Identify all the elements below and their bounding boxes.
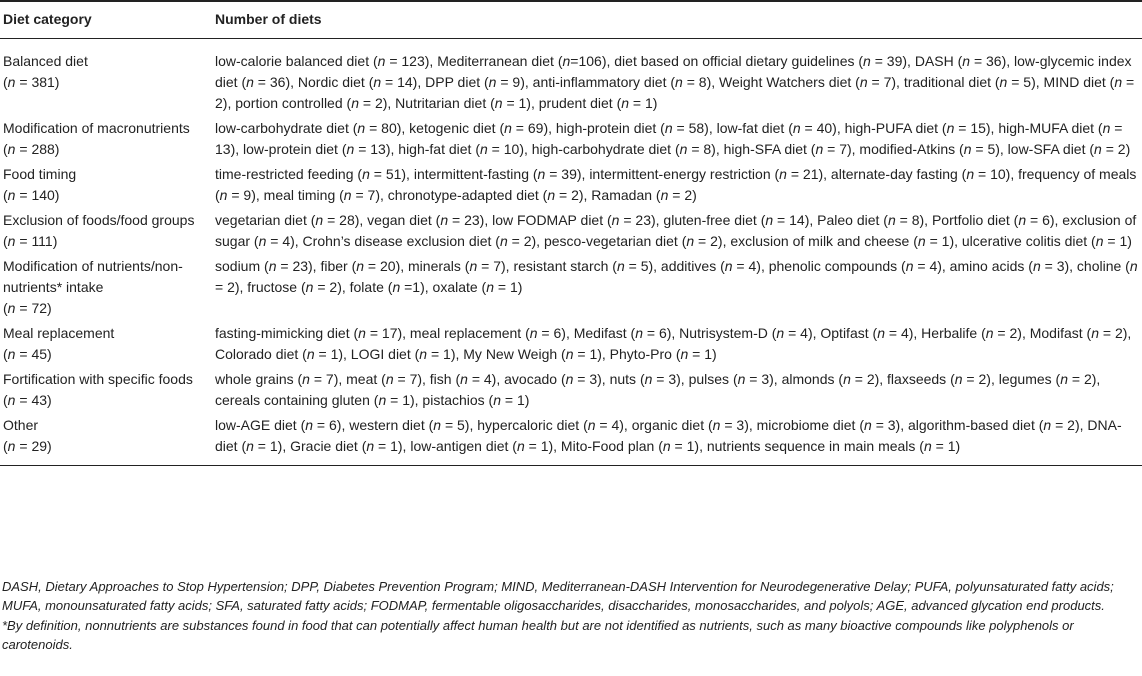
diets-cell: whole grains (n = 7), meat (n = 7), fish (n = 4), avocado (n = 3), nuts (n = 3), pulses (n = 3), almonds (n = 2), flaxseeds (n = 2), legumes (n = 2), cereals containing gluten (n = 1), pistachios (n = 1) — [215, 371, 1101, 408]
diets-cell: sodium (n = 23), fiber (n = 20), minerals (n = 7), resistant starch (n = 5), additives (n = 4), phenolic compounds (n = 4), amino acids (n = 3), choline (n = 2), fructose (n = 2), folate (n =1), oxalate (n = 1) — [215, 258, 1138, 295]
category-name: Modification of nutrients/non-nutrients* intake — [3, 258, 183, 295]
header-diet-category: Diet category — [0, 1, 214, 39]
diets-cell: low-calorie balanced diet (n = 123), Mediterranean diet (n=106), diet based on official dietary guidelines (n = 39), DASH (n = 36), low-glycemic index diet (n = 36), Nordic diet (n = 14), DPP diet (n = 9), anti-inflammatory diet (n = 8), Weight Watchers diet (n = 7), traditional diet (n = 5), MIND diet (n = 2), portion controlled (n = 2), Nutritarian diet (n = 1), prudent diet (n = 1) — [215, 53, 1135, 111]
diets-cell: vegetarian diet (n = 28), vegan diet (n = 23), low FODMAP diet (n = 23), gluten-free diet (n = 14), Paleo diet (n = 8), Portfolio diet (n = 6), exclusion of sugar (n = 4), Crohn’s disease exclusion diet (n = 2), pesco-vegetarian diet (n = 2), exclusion of milk and cheese (n = 1), ulcerative colitis diet (n = 1) — [215, 212, 1137, 249]
category-count: 45 — [31, 346, 48, 362]
category-count: 111 — [31, 233, 53, 249]
category-name: Meal replacement — [3, 325, 115, 341]
category-name: Fortification with specific foods — [3, 371, 193, 387]
category-count: 43 — [31, 392, 48, 408]
table-row — [0, 160, 1142, 206]
table-footnotes — [0, 577, 1140, 654]
table-row — [0, 114, 1142, 160]
table-row — [0, 252, 1142, 319]
table-row — [0, 206, 1142, 252]
category-name: Other — [3, 417, 39, 433]
category-count: 29 — [31, 438, 48, 454]
nonnutrients-footnote: *By definition, nonnutrients are substances found in food that can potentially affect human health but are not identified as nutrients, such as many bioactive compounds like polyphenols or carotenoids. — [2, 618, 1074, 652]
category-count: 72 — [31, 300, 48, 316]
category-count: 381 — [31, 74, 55, 90]
table-row — [0, 365, 1142, 411]
diets-cell: time-restricted feeding (n = 51), intermittent-fasting (n = 39), intermittent-energy restriction (n = 21), alternate-day fasting (n = 10), frequency of meals (n = 9), meal timing (n = 7), chronotype-adapted diet (n = 2), Ramadan (n = 2) — [215, 166, 1137, 203]
category-cell: Fortification with specific foods (n = 43) — [3, 371, 193, 408]
category-cell: Food timing (n = 140) — [3, 166, 77, 203]
diets-cell: low-AGE diet (n = 6), western diet (n = 5), hypercaloric diet (n = 4), organic diet (n = 3), microbiome diet (n = 3), algorithm-based diet (n = 2), DNA-diet (n = 1), Gracie diet (n = 1), low-antigen diet (n = 1), Mito-Food plan (n = 1), nutrients sequence in main meals (n = 1) — [214, 411, 1142, 466]
category-cell: Meal replacement (n = 45) — [3, 325, 115, 362]
table-row — [0, 319, 1142, 365]
category-name: Exclusion of foods/food groups — [3, 212, 195, 228]
category-count: 140 — [31, 187, 55, 203]
diets-cell: fasting-mimicking diet (n = 17), meal replacement (n = 6), Medifast (n = 6), Nutrisystem-D (n = 4), Optifast (n = 4), Herbalife (n = 2), Modifast (n = 2), Colorado diet (n = 1), LOGI diet (n = 1), My New Weigh (n = 1), Phyto-Pro (n = 1) — [215, 325, 1132, 362]
header-number-of-diets: Number of diets — [214, 1, 1142, 39]
category-cell: Modification of nutrients/non-nutrients* intake (n = 72) — [3, 258, 183, 316]
category-cell: Modification of macronutrients (n = 288) — [3, 120, 190, 157]
category-name: Modification of macronutrients — [3, 120, 190, 136]
category-name: Balanced diet — [3, 53, 88, 69]
category-name: Food timing — [3, 166, 77, 182]
category-cell: Balanced diet (n = 381) — [3, 53, 88, 90]
diets-cell: low-carbohydrate diet (n = 80), ketogenic diet (n = 69), high-protein diet (n = 58), low-fat diet (n = 40), high-PUFA diet (n = 15), high-MUFA diet (n = 13), low-protein diet (n = 13), high-fat diet (n = 10), high-carbohydrate diet (n = 8), high-SFA diet (n = 7), modified-Atkins (n = 5), low-SFA diet (n = 2) — [215, 120, 1131, 157]
category-count: 288 — [31, 141, 55, 157]
table-row — [0, 411, 1142, 466]
table-header-row — [0, 1, 1142, 39]
category-cell: Other (n = 29) — [0, 411, 214, 466]
table-row — [0, 39, 1142, 115]
abbreviations-footnote: DASH, Dietary Approaches to Stop Hypertension; DPP, Diabetes Prevention Program; MIND, Mediterranean-DASH Intervention for Neurodegenerative Delay; PUFA, polyunsaturated fatty acids; MUFA, monounsaturated fatty acids; SFA, saturated fatty acids; FODMAP, fermentable oligosaccharides, disaccharides, monosaccharides, and polyols; AGE, advanced glycation end products. — [2, 579, 1114, 613]
category-cell: Exclusion of foods/food groups (n = 111) — [3, 212, 195, 249]
